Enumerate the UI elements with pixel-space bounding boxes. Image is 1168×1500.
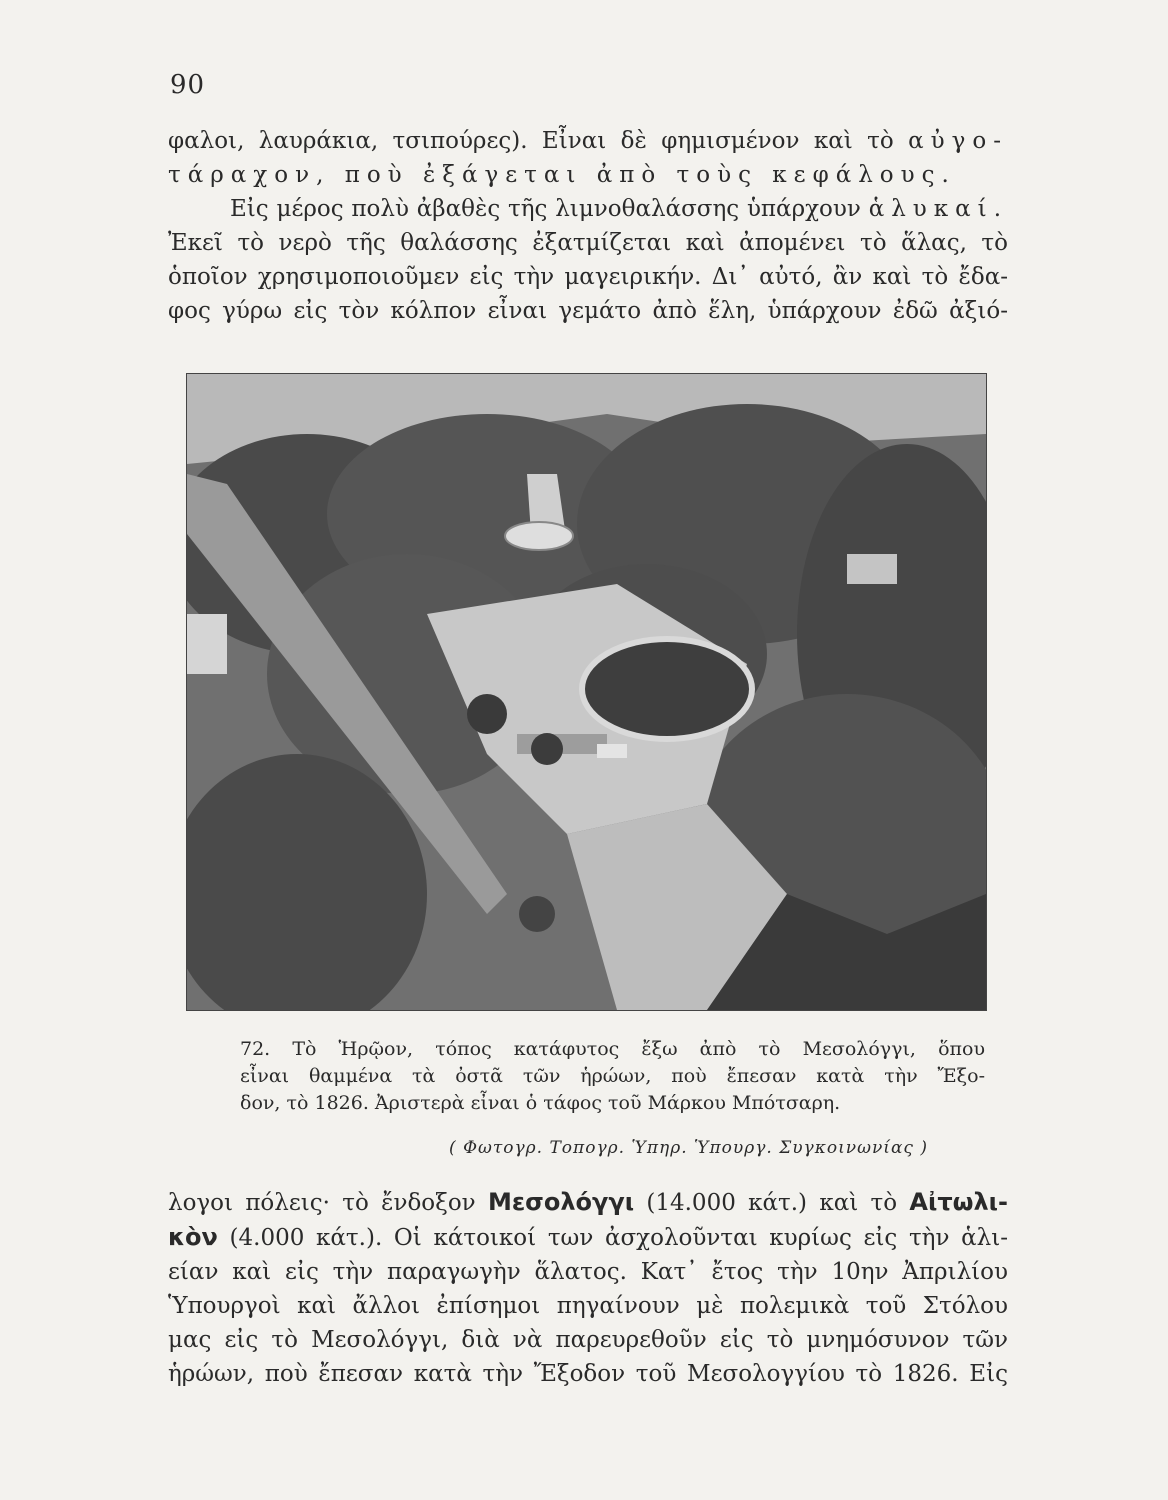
caption-line: δον, τὸ 1826. Ἀριστερὰ εἶναι ὁ τάφος τοῦ Μάρκου Μπότσαρη.	[240, 1092, 841, 1114]
text-line: φαλοι, λαυράκια, τσιπούρες). Εἶναι δὲ φημισμένον καὶ τὸ αὐγο-	[168, 128, 1009, 154]
text-line: Ἐκεῖ τὸ νερὸ τῆς θαλάσσης ἐξατμίζεται καὶ ἀπομένει τὸ ἅλας, τὸ	[168, 230, 1008, 256]
text-line: κὸν (4.000 κάτ.). Οἱ κάτοικοί των ἀσχολοῦνται κυρίως εἰς τὴν ἁλι-	[168, 1223, 1008, 1251]
aerial-photo-illustration	[187, 374, 986, 1010]
text-line: τάραχον, ποὺ ἐξάγεται ἀπὸ τοὺς κεφάλους.	[168, 162, 956, 188]
text-line: ἡρώων, ποὺ ἔπεσαν κατὰ τὴν Ἔξοδον τοῦ Μεσολογγίου τὸ 1826. Εἰς	[168, 1361, 1008, 1387]
text-line: Εἰς μέρος πολὺ ἀβαθὲς τῆς λιμνοθαλάσσης ὑπάρχουν ἁλυκαί.	[230, 196, 1009, 222]
spaced-word: ἁλυκαί.	[868, 196, 1009, 222]
page-number: 90	[170, 70, 206, 100]
top-paragraph	[168, 124, 1008, 328]
photo-credit: ( Φωτογρ. Τοπογρ. Ὑπηρ. Ὑπουργ. Συγκοινωνίας )	[449, 1138, 928, 1158]
place-name-aitoliko: Αἰτωλι-	[909, 1188, 1008, 1216]
place-name-mesolongi: Μεσολόγγι	[487, 1188, 635, 1216]
caption-line: εἶναι θαμμένα τὰ ὀστᾶ τῶν ἡρώων, ποὺ ἔπεσαν κατὰ τὴν Ἔξο-	[240, 1065, 985, 1087]
text-line: ὁποῖον χρησιμοποιοῦμεν εἰς τὴν μαγειρικήν. Δι᾿ αὐτό, ἂν καὶ τὸ ἔδα-	[168, 264, 1008, 290]
text-line: φος γύρω εἰς τὸν κόλπον εἶναι γεμάτο ἀπὸ ἕλη, ὑπάρχουν ἐδῶ ἀξιό-	[168, 298, 1008, 324]
text-line: Ὑπουργοὶ καὶ ἄλλοι ἐπίσημοι πηγαίνουν μὲ πολεμικὰ τοῦ Στόλου	[168, 1293, 1008, 1319]
caption-line: 72. Τὸ Ἡρῷον, τόπος κατάφυτος ἔξω ἀπὸ τὸ Μεσολόγγι, ὅπου	[240, 1038, 985, 1060]
aerial-photo	[186, 373, 987, 1011]
bottom-paragraph	[168, 1185, 1008, 1391]
text-line: είαν καὶ εἰς τὴν παραγωγὴν ἅλατος. Κατ᾿ ἔτος τὴν 10ην Ἀπριλίου	[168, 1259, 1008, 1285]
figure-caption	[240, 1036, 985, 1117]
text-line: λογοι πόλεις· τὸ ἔνδοξον Μεσολόγγι (14.000 κάτ.) καὶ τὸ Αἰτωλι-	[168, 1188, 1008, 1216]
text-line: μας εἰς τὸ Μεσολόγγι, διὰ νὰ παρευρεθοῦν εἰς τὸ μνημόσυνον τῶν	[168, 1327, 1008, 1353]
spaced-word: αὐγο-	[908, 128, 1009, 154]
